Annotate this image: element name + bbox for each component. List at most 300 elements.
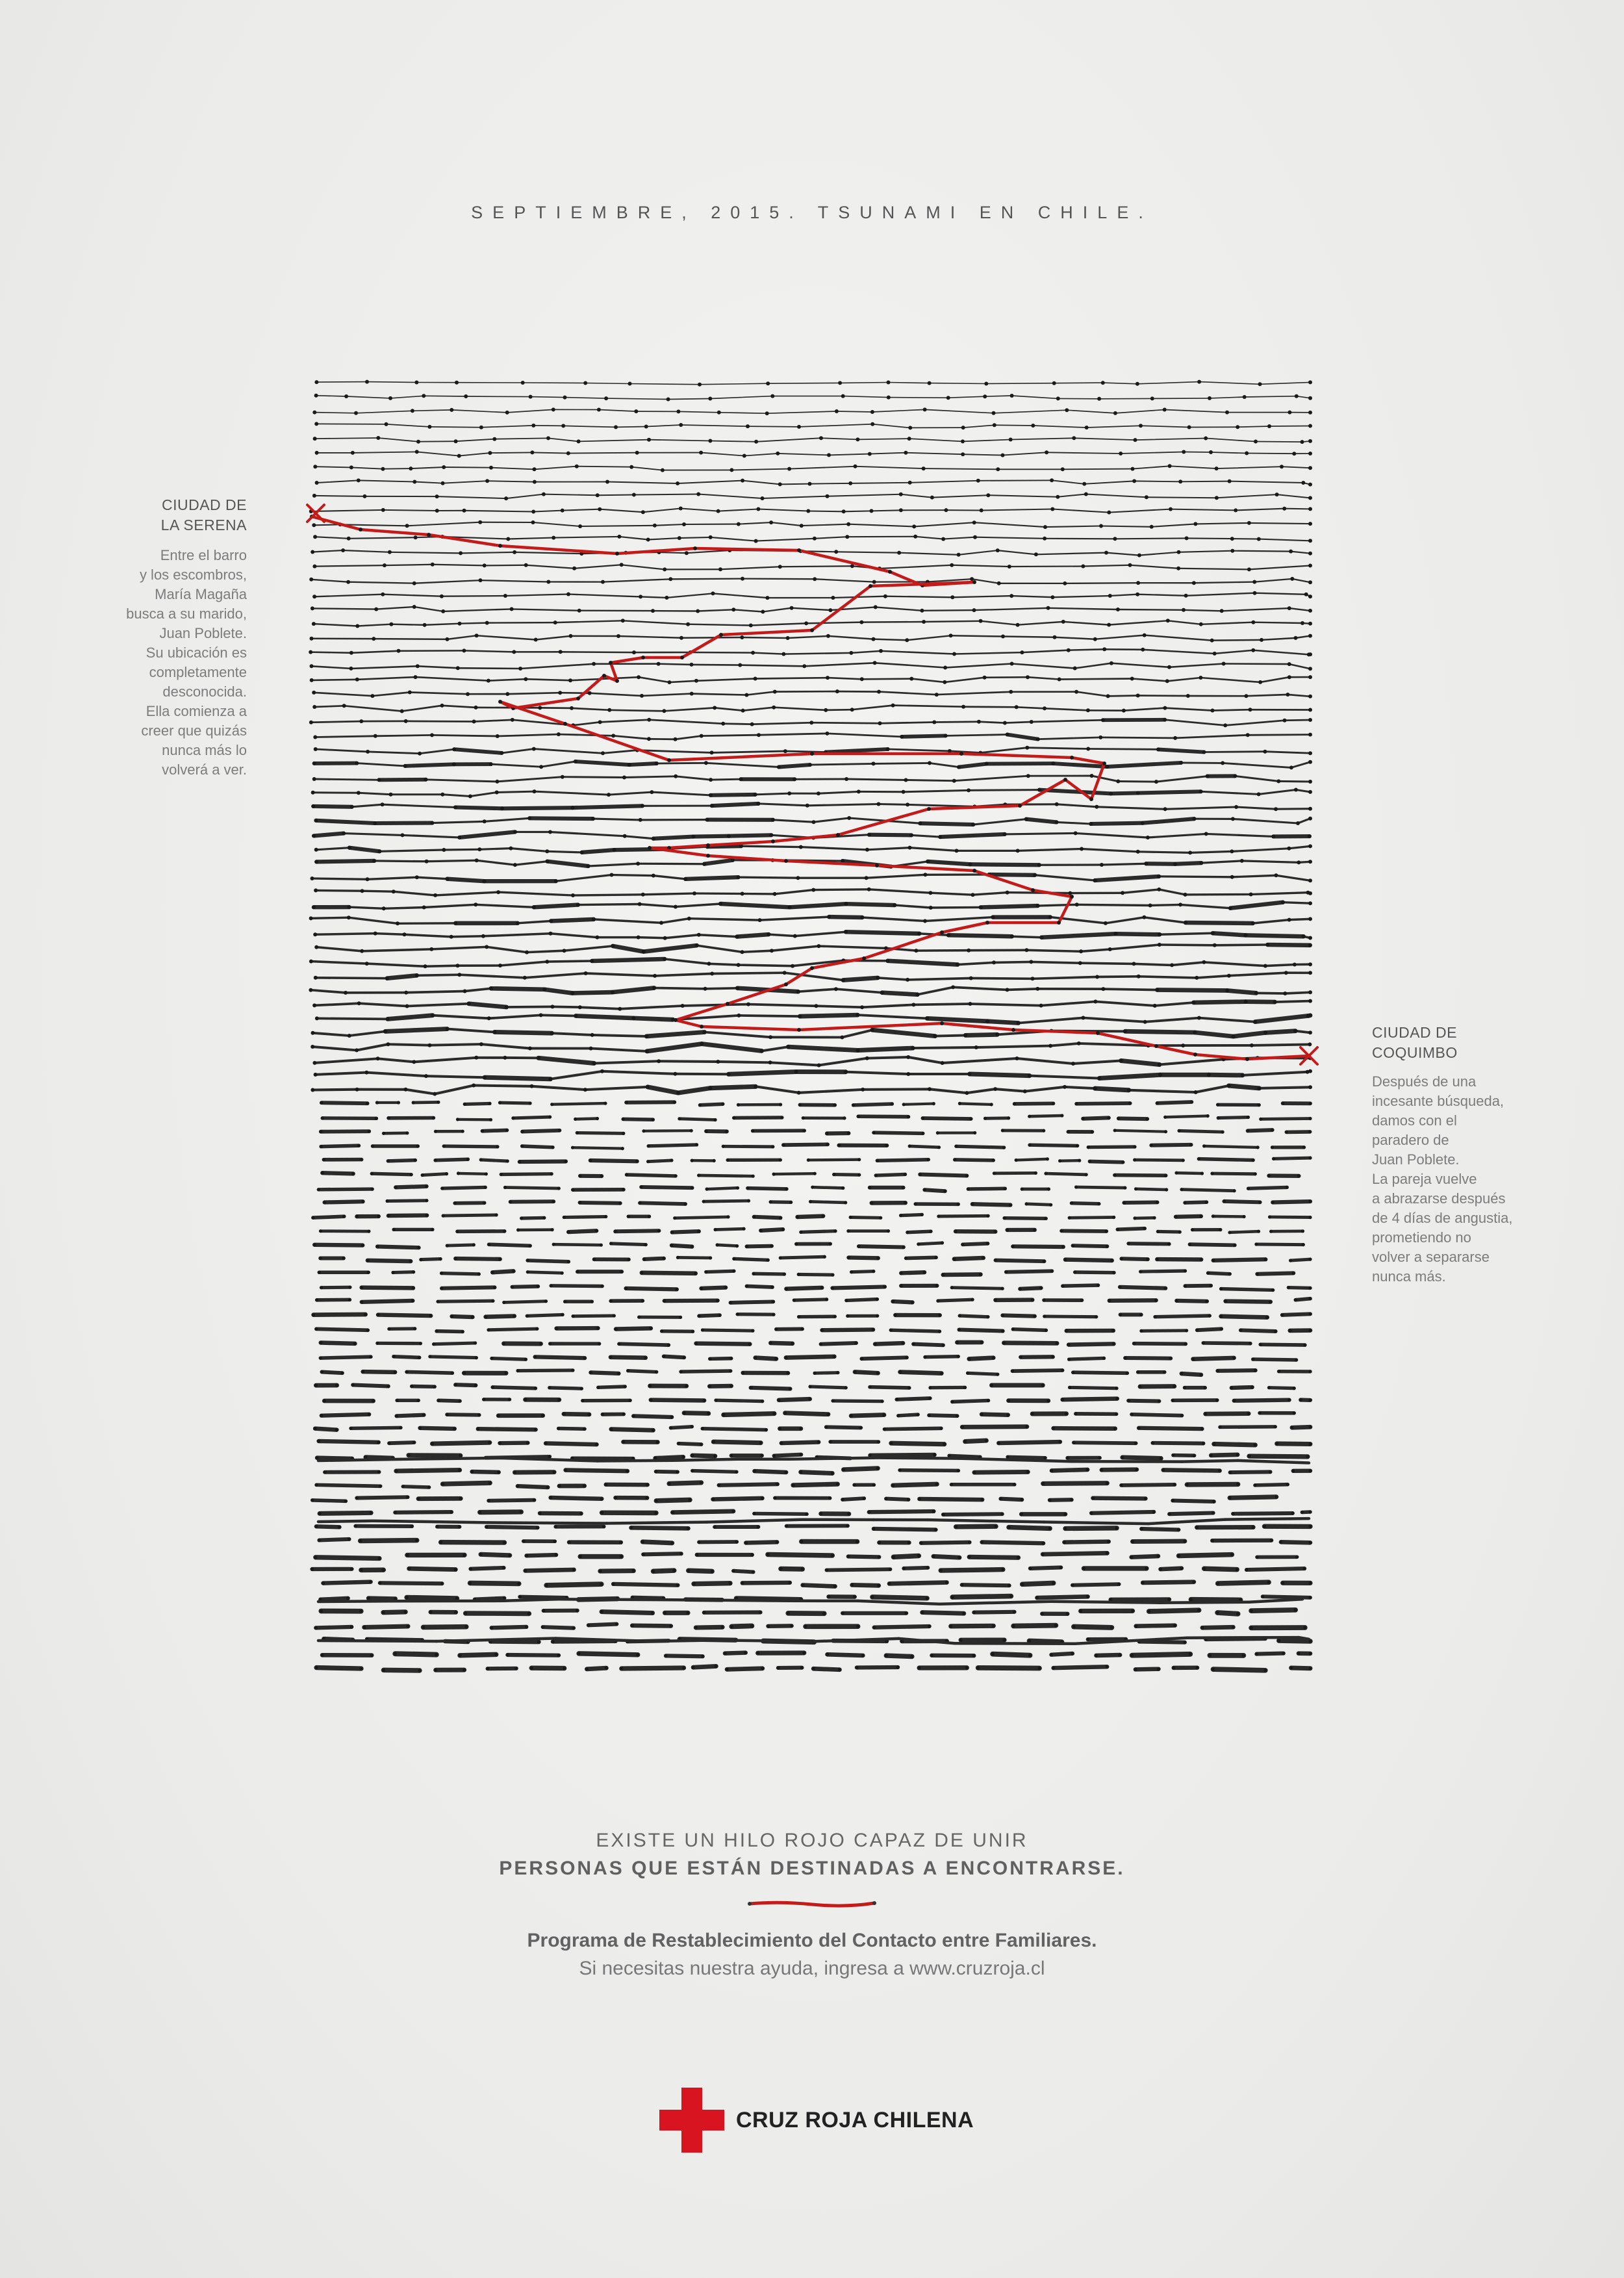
stitch-point bbox=[1164, 1286, 1167, 1290]
thread-segment bbox=[377, 1247, 419, 1248]
thread-segment bbox=[704, 860, 733, 864]
stitch-point bbox=[649, 1327, 652, 1330]
thread-segment bbox=[497, 791, 535, 792]
thread-segment bbox=[349, 907, 384, 908]
stitch-point bbox=[526, 1270, 529, 1273]
stitch-point bbox=[1192, 581, 1196, 585]
thread-segment bbox=[366, 1457, 393, 1458]
stitch-point bbox=[1193, 1053, 1197, 1056]
thread-segment bbox=[464, 650, 514, 652]
stitch-point bbox=[912, 1342, 915, 1346]
stitch-point bbox=[502, 1301, 505, 1304]
stitch-point bbox=[1128, 1101, 1132, 1105]
thread-segment bbox=[1026, 819, 1057, 823]
thread-segment bbox=[1152, 524, 1196, 526]
stitch-point bbox=[1016, 849, 1020, 852]
stitch-point bbox=[1250, 1043, 1254, 1047]
stitch-point bbox=[751, 1129, 754, 1133]
stitch-point bbox=[1308, 539, 1312, 543]
stitch-point bbox=[695, 1553, 698, 1556]
thread-segment bbox=[481, 1160, 507, 1161]
thread-segment bbox=[474, 720, 513, 722]
stitch-point bbox=[817, 791, 820, 795]
stitch-point bbox=[498, 544, 502, 548]
stitch-point bbox=[691, 1330, 694, 1333]
thread-segment bbox=[952, 596, 1011, 597]
stitch-point bbox=[905, 1356, 908, 1359]
thread-segment bbox=[908, 1057, 942, 1063]
thread-segment bbox=[318, 1521, 373, 1522]
stitch-point bbox=[557, 1398, 561, 1401]
thread-segment bbox=[971, 864, 1039, 865]
stitch-point bbox=[980, 1340, 983, 1344]
stitch-point bbox=[1061, 1285, 1064, 1288]
stitch-point bbox=[1308, 1117, 1312, 1120]
stitch-point bbox=[697, 1541, 700, 1544]
stitch-point bbox=[773, 892, 777, 896]
thread-segment bbox=[893, 1484, 937, 1485]
thread-segment bbox=[488, 679, 526, 680]
stitch-point bbox=[722, 1413, 725, 1416]
stitch-point bbox=[546, 1486, 550, 1489]
stitch-point bbox=[423, 623, 427, 627]
stitch-point bbox=[394, 1511, 397, 1514]
stitch-point bbox=[776, 1483, 779, 1486]
stitch-point bbox=[1308, 878, 1312, 882]
stitch-point bbox=[853, 1483, 856, 1487]
stitch-point bbox=[355, 678, 359, 682]
stitch-point bbox=[342, 832, 346, 836]
thread-segment bbox=[930, 893, 972, 895]
stitch-point bbox=[1171, 1453, 1174, 1457]
stitch-point bbox=[725, 1130, 728, 1133]
thread-segment bbox=[1278, 781, 1310, 782]
stitch-point bbox=[1185, 1329, 1188, 1332]
stitch-point bbox=[367, 1271, 370, 1274]
stitch-point bbox=[1035, 987, 1039, 991]
stitch-point bbox=[1280, 465, 1284, 468]
stitch-point bbox=[769, 833, 773, 837]
thread-segment bbox=[924, 468, 998, 469]
stitch-point bbox=[1031, 1412, 1034, 1415]
stitch-point bbox=[887, 1229, 890, 1233]
stitch-point bbox=[972, 608, 976, 612]
stitch-point bbox=[1213, 943, 1217, 947]
stitch-point bbox=[1281, 1102, 1284, 1105]
thread-segment bbox=[590, 693, 642, 696]
stitch-point bbox=[576, 1609, 579, 1612]
stitch-point bbox=[833, 1585, 837, 1588]
thread-segment bbox=[713, 1498, 763, 1500]
stitch-point bbox=[900, 1272, 903, 1275]
thread-segment bbox=[978, 480, 1052, 481]
thread-segment bbox=[349, 917, 398, 923]
thread-segment bbox=[522, 1131, 559, 1132]
stitch-point bbox=[1139, 1329, 1143, 1333]
stitch-point bbox=[799, 1470, 802, 1474]
stitch-point bbox=[314, 394, 318, 398]
stitch-point bbox=[1308, 936, 1312, 940]
stitch-point bbox=[1150, 1144, 1153, 1147]
stitch-point bbox=[986, 493, 990, 497]
thread-segment bbox=[1253, 1359, 1297, 1360]
thread-segment bbox=[988, 495, 1058, 497]
stitch-point bbox=[783, 971, 787, 975]
stitch-point bbox=[1247, 1116, 1250, 1119]
thread-segment bbox=[789, 467, 855, 469]
stitch-point bbox=[773, 1496, 776, 1500]
stitch-point bbox=[797, 1315, 800, 1318]
thread-segment bbox=[648, 1160, 672, 1162]
thread-segment bbox=[634, 494, 698, 495]
stitch-point bbox=[1100, 1468, 1103, 1472]
stitch-point bbox=[464, 394, 468, 398]
stitch-point bbox=[810, 628, 814, 632]
thread-segment bbox=[1043, 1553, 1107, 1554]
thread-segment bbox=[378, 438, 418, 442]
stitch-point bbox=[992, 1624, 995, 1628]
thread-segment bbox=[1022, 650, 1068, 652]
stitch-point bbox=[833, 1229, 837, 1233]
thread-segment bbox=[1179, 551, 1233, 552]
coquimbo-story-line: nunca más. bbox=[1372, 1268, 1446, 1285]
stitch-point bbox=[1070, 895, 1074, 899]
thread-segment bbox=[1076, 1187, 1125, 1188]
stitch-point bbox=[1113, 411, 1117, 415]
thread-segment bbox=[1093, 1498, 1145, 1499]
thread-segment bbox=[1073, 1372, 1128, 1373]
stitch-point bbox=[1304, 593, 1308, 596]
stitch-point bbox=[1181, 1043, 1185, 1047]
stitch-point bbox=[1308, 652, 1312, 656]
thread-segment bbox=[314, 565, 385, 567]
thread-segment bbox=[801, 1231, 835, 1233]
stitch-point bbox=[414, 381, 418, 385]
thread-segment bbox=[664, 708, 715, 711]
thread-segment bbox=[703, 1330, 753, 1331]
thread-segment bbox=[762, 1047, 789, 1051]
thread-segment bbox=[1182, 1461, 1238, 1462]
stitch-point bbox=[491, 1271, 494, 1274]
stitch-point bbox=[1293, 963, 1297, 967]
thread-segment bbox=[659, 552, 687, 553]
stitch-point bbox=[790, 1624, 793, 1628]
stitch-point bbox=[1115, 1387, 1118, 1390]
stitch-point bbox=[386, 1199, 389, 1203]
stitch-point bbox=[440, 1186, 444, 1190]
stitch-point bbox=[971, 893, 975, 897]
stitch-point bbox=[495, 1213, 498, 1216]
stitch-point bbox=[1070, 1498, 1073, 1502]
stitch-point bbox=[853, 1595, 856, 1598]
stitch-point bbox=[435, 494, 439, 498]
thread-segment bbox=[344, 834, 402, 836]
thread-segment bbox=[880, 565, 952, 569]
stitch-point bbox=[896, 1665, 900, 1669]
stitch-point bbox=[980, 1413, 983, 1416]
stitch-point bbox=[359, 528, 362, 531]
thread-segment bbox=[1225, 721, 1284, 726]
stitch-point bbox=[749, 624, 753, 628]
thread-segment bbox=[1248, 735, 1310, 736]
thread-segment bbox=[742, 951, 772, 952]
stitch-point bbox=[395, 1414, 398, 1418]
thread-segment bbox=[969, 1358, 993, 1359]
stitch-point bbox=[1246, 1129, 1249, 1133]
thread-segment bbox=[362, 949, 431, 951]
stitch-point bbox=[397, 1101, 400, 1104]
thread-segment bbox=[1224, 1201, 1260, 1202]
thread-segment bbox=[748, 1188, 787, 1189]
stitch-point bbox=[1113, 1427, 1117, 1430]
thread-segment bbox=[818, 791, 859, 793]
thread-segment bbox=[774, 1455, 802, 1456]
thread-segment bbox=[361, 530, 429, 535]
stitch-point bbox=[433, 1385, 437, 1389]
thread-segment bbox=[447, 635, 476, 639]
thread-segment bbox=[607, 1522, 707, 1524]
thread-segment bbox=[1079, 1043, 1148, 1045]
stitch-point bbox=[563, 722, 567, 726]
stitch-point bbox=[1308, 466, 1312, 470]
thread-segment bbox=[948, 396, 985, 398]
stitch-point bbox=[401, 1485, 405, 1488]
stitch-point bbox=[458, 622, 462, 626]
thread-segment bbox=[1186, 593, 1255, 596]
stitch-point bbox=[1308, 552, 1312, 556]
stitch-point bbox=[484, 1186, 487, 1189]
stitch-point bbox=[609, 1355, 612, 1359]
thread-segment bbox=[1288, 695, 1310, 697]
stitch-point bbox=[580, 851, 584, 854]
stitch-point bbox=[314, 1525, 318, 1528]
stitch-point bbox=[1274, 807, 1278, 811]
stitch-point bbox=[1142, 915, 1146, 919]
stitch-point bbox=[900, 1284, 903, 1287]
stitch-point bbox=[708, 1086, 712, 1090]
stitch-point bbox=[385, 422, 388, 426]
stitch-point bbox=[563, 1300, 566, 1303]
thread-segment bbox=[552, 1033, 592, 1035]
stitch-point bbox=[1036, 737, 1040, 741]
thread-segment bbox=[748, 1005, 816, 1006]
thread-segment bbox=[1230, 1231, 1259, 1233]
thread-segment bbox=[974, 608, 1048, 610]
stitch-point bbox=[496, 890, 500, 894]
thread-segment bbox=[1136, 1189, 1167, 1190]
stitch-point bbox=[1193, 1454, 1196, 1457]
stitch-point bbox=[1009, 690, 1013, 694]
stitch-point bbox=[968, 1072, 972, 1076]
stitch-point bbox=[425, 1184, 428, 1188]
stitch-point bbox=[1308, 1510, 1312, 1513]
stitch-point bbox=[461, 1130, 464, 1133]
thread-segment bbox=[626, 1288, 677, 1290]
stitch-point bbox=[965, 1174, 969, 1177]
stitch-point bbox=[865, 848, 869, 852]
stitch-point bbox=[831, 1472, 834, 1475]
thread-segment bbox=[1230, 902, 1283, 908]
stitch-point bbox=[618, 1007, 622, 1011]
stitch-point bbox=[932, 721, 936, 724]
thread-segment bbox=[925, 409, 994, 413]
thread-segment bbox=[813, 1187, 843, 1188]
stitch-point bbox=[502, 1566, 505, 1569]
stitch-point bbox=[601, 1413, 604, 1416]
stitch-point bbox=[424, 964, 427, 968]
thread-segment bbox=[576, 1016, 633, 1019]
stitch-point bbox=[405, 1131, 409, 1134]
thread-segment bbox=[951, 635, 1003, 636]
thread-segment bbox=[407, 1372, 452, 1374]
thread-segment bbox=[1297, 396, 1310, 398]
stitch-point bbox=[951, 985, 955, 989]
stitch-point bbox=[1308, 1541, 1312, 1544]
thread-segment bbox=[1080, 963, 1134, 964]
stitch-point bbox=[1258, 1201, 1262, 1204]
stitch-point bbox=[1294, 1608, 1297, 1611]
thread-segment bbox=[1063, 1285, 1098, 1286]
thread-segment bbox=[590, 1160, 637, 1161]
stitch-point bbox=[1213, 652, 1217, 656]
stitch-point bbox=[1034, 1171, 1037, 1175]
thread-segment bbox=[742, 637, 787, 638]
stitch-point bbox=[1264, 1258, 1267, 1261]
thread-segment bbox=[349, 1031, 385, 1036]
stitch-point bbox=[432, 1116, 435, 1120]
stitch-point bbox=[475, 858, 479, 862]
thread-segment bbox=[816, 1006, 862, 1007]
stitch-point bbox=[1274, 1425, 1277, 1428]
stitch-point bbox=[523, 976, 527, 980]
thread-segment bbox=[644, 945, 697, 952]
stitch-point bbox=[640, 694, 644, 698]
stitch-point bbox=[801, 1567, 804, 1570]
stitch-point bbox=[765, 596, 769, 600]
stitch-point bbox=[381, 593, 385, 596]
stitch-point bbox=[1263, 1525, 1266, 1528]
stitch-point bbox=[793, 1299, 796, 1302]
thread-segment bbox=[526, 1570, 574, 1571]
stitch-point bbox=[1097, 1284, 1100, 1287]
thread-segment bbox=[945, 678, 984, 682]
stitch-point bbox=[592, 1258, 596, 1261]
thread-segment bbox=[972, 1204, 1011, 1205]
stitch-point bbox=[592, 662, 596, 666]
stitch-point bbox=[570, 992, 574, 995]
stitch-point bbox=[1133, 1145, 1136, 1148]
stitch-point bbox=[768, 1060, 772, 1064]
stitch-point bbox=[1106, 1552, 1109, 1555]
stitch-point bbox=[362, 1626, 366, 1629]
stitch-point bbox=[746, 1186, 749, 1190]
thread-segment bbox=[1038, 737, 1101, 739]
stitch-point bbox=[1089, 797, 1093, 801]
thread-segment bbox=[713, 593, 768, 598]
thread-segment bbox=[1210, 397, 1245, 398]
thread-segment bbox=[1119, 1118, 1147, 1119]
stitch-point bbox=[524, 563, 528, 567]
stitch-point bbox=[774, 1327, 778, 1331]
stitch-point bbox=[355, 1215, 359, 1218]
thread-segment bbox=[901, 1272, 924, 1273]
stitch-point bbox=[1052, 381, 1056, 385]
stitch-point bbox=[929, 1230, 932, 1233]
thread-segment bbox=[872, 409, 925, 412]
stitch-point bbox=[1253, 1483, 1256, 1487]
stitch-point bbox=[632, 1016, 636, 1020]
stitch-point bbox=[364, 1312, 367, 1316]
stitch-point bbox=[627, 1258, 630, 1261]
thread-segment bbox=[771, 522, 802, 526]
stitch-point bbox=[1009, 1594, 1013, 1598]
stitch-point bbox=[504, 496, 508, 500]
stitch-point bbox=[595, 1443, 598, 1446]
thread-segment bbox=[314, 1314, 366, 1315]
stitch-point bbox=[870, 1595, 874, 1598]
stitch-point bbox=[622, 1188, 625, 1191]
stitch-point bbox=[888, 1582, 891, 1585]
thread-segment bbox=[1132, 1414, 1182, 1416]
stitch-point bbox=[455, 964, 459, 967]
thread-segment bbox=[869, 835, 911, 836]
stitch-point bbox=[935, 693, 939, 697]
thread-segment bbox=[1255, 1016, 1308, 1021]
stitch-point bbox=[1104, 921, 1108, 925]
stitch-point bbox=[857, 1115, 860, 1118]
thread-segment bbox=[344, 706, 402, 711]
stitch-point bbox=[797, 1273, 800, 1276]
stitch-point bbox=[1119, 1059, 1123, 1063]
stitch-point bbox=[386, 1042, 390, 1046]
stitch-point bbox=[646, 1085, 650, 1089]
thread-segment bbox=[565, 398, 607, 399]
thread-segment bbox=[407, 522, 481, 526]
thread-segment bbox=[1285, 992, 1310, 993]
stitch-point bbox=[1184, 1269, 1187, 1272]
thread-segment bbox=[878, 978, 907, 980]
stitch-point bbox=[454, 1257, 457, 1260]
stitch-point bbox=[517, 1582, 520, 1585]
stitch-point bbox=[932, 1509, 935, 1513]
thread-segment bbox=[695, 548, 799, 550]
thread-segment bbox=[941, 1570, 1003, 1571]
thread-segment bbox=[1229, 973, 1286, 976]
thread-segment bbox=[1246, 1002, 1275, 1003]
stitch-point bbox=[1086, 1468, 1089, 1471]
thread-segment bbox=[1099, 1075, 1160, 1078]
stitch-point bbox=[872, 637, 876, 641]
stitch-point bbox=[945, 1581, 948, 1584]
thread-segment bbox=[1086, 494, 1147, 498]
stitch-point bbox=[1193, 522, 1197, 526]
stitch-point bbox=[1284, 971, 1288, 975]
stitch-point bbox=[542, 1216, 546, 1220]
stitch-point bbox=[996, 1373, 999, 1376]
stitch-point bbox=[652, 874, 655, 878]
thread-segment bbox=[913, 1344, 943, 1346]
stitch-point bbox=[650, 790, 653, 794]
thread-segment bbox=[1055, 637, 1095, 639]
thread-segment bbox=[1121, 452, 1184, 454]
stitch-point bbox=[414, 535, 418, 539]
stitch-point bbox=[731, 1569, 735, 1572]
stitch-point bbox=[457, 973, 461, 977]
stitch-point bbox=[372, 859, 376, 863]
thread-segment bbox=[755, 793, 790, 795]
stitch-point bbox=[1182, 608, 1186, 612]
stitch-point bbox=[836, 833, 840, 837]
